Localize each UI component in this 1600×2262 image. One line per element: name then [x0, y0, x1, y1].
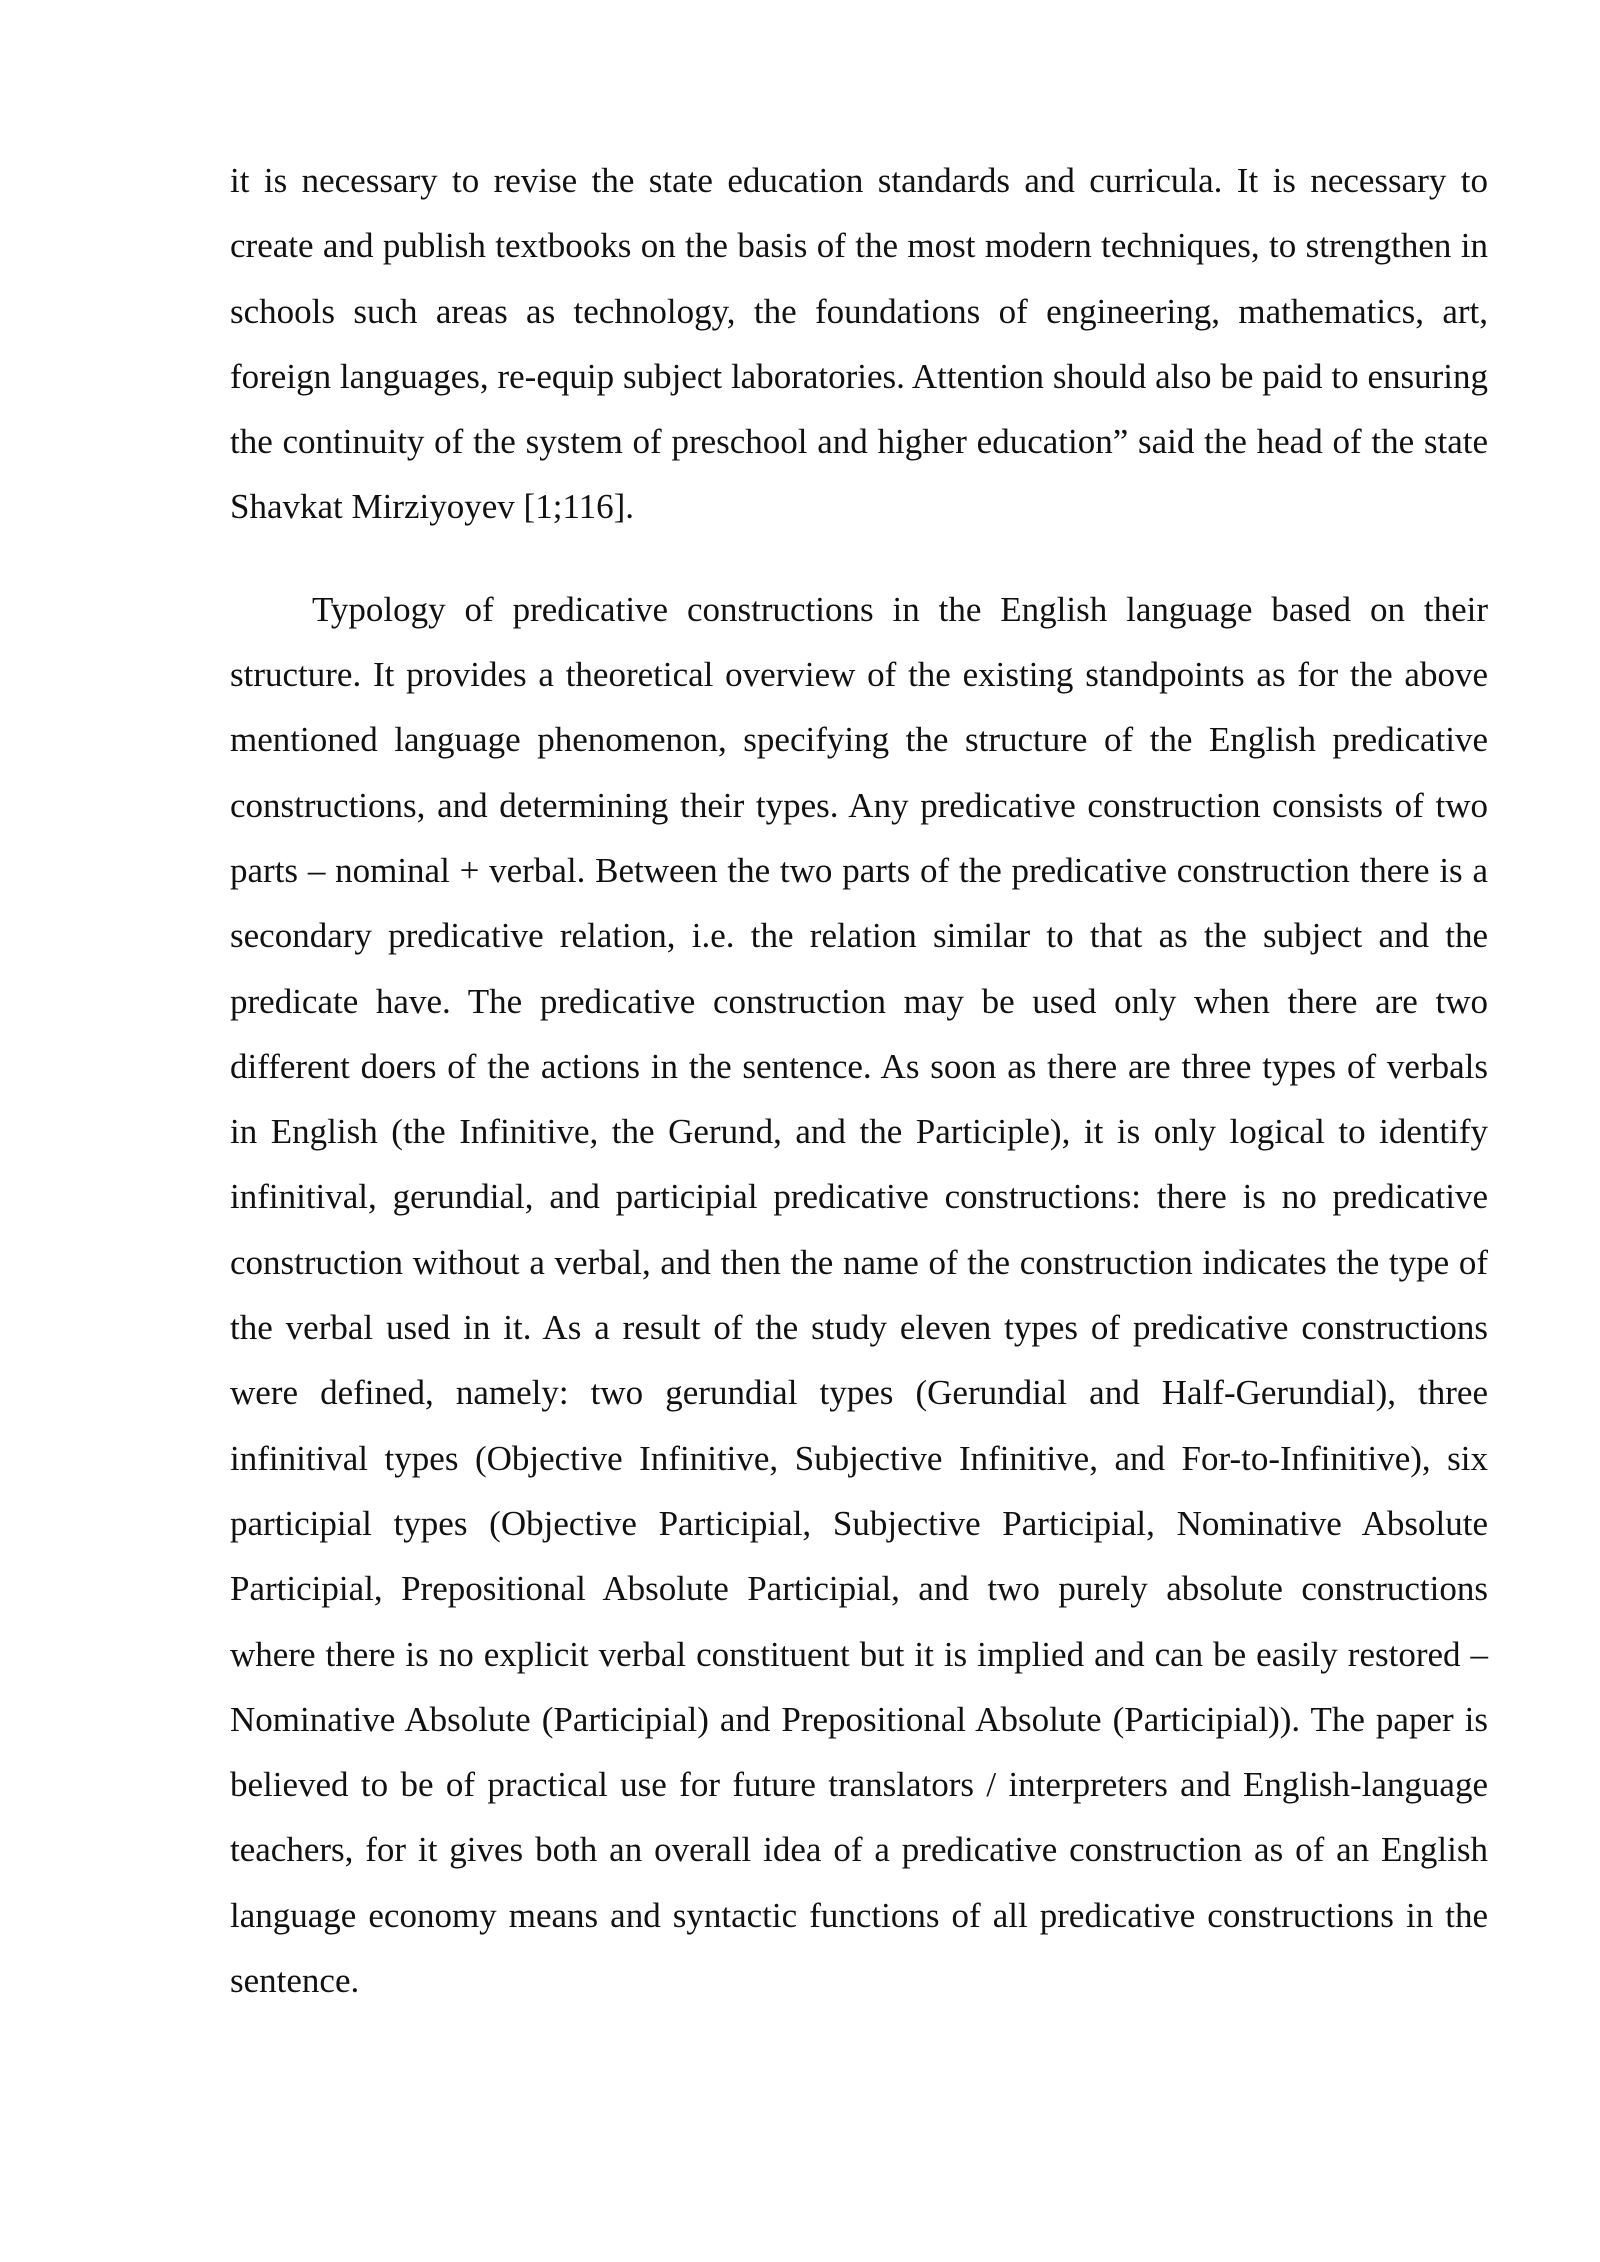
body-text: [230, 148, 1488, 2013]
paragraph-2: Typology of predicative constructions in the English language based on their structure. It provides a theoretical overview of the existing standpoints as for the above mentioned language phenomenon, specifying the structure of the English predicative constructions, and determining their types. Any predicative construction consists of two parts – nominal + verbal. Between the two parts of the predicative construction there is a secondary predicative relation, i.e. the relation similar to that as the subject and the predicate have. The predicative construction may be used only when there are two different doers of the actions in the sentence. As soon as there are three types of verbals in English (the Infinitive, the Gerund, and the Participle), it is only logical to identify infinitival, gerundial, and participial predicative constructions: there is no predicative construction without a verbal, and then the name of the construction indicates the type of the verbal used in it. As a result of the study eleven types of predicative constructions were defined, namely: two gerundial types (Gerundial and Half-Gerundial), three infinitival types (Objective Infinitive, Subjective Infinitive, and For-to-Infinitive), six participial types (Objective Participial, Subjective Participial, Nominative Absolute Participial, Prepositional Absolute Participial, and two purely absolute constructions where there is no explicit verbal constituent but it is implied and can be easily restored – Nominative Absolute (Participial) and Prepositional Absolute (Participial)). The paper is believed to be of practical use for future translators / interpreters and English-language teachers, for it gives both an overall idea of a predicative construction as of an English language economy means and syntactic functions of all predicative constructions in the sentence.: [230, 589, 1488, 2001]
paragraph-1: it is necessary to revise the state education standards and curricula. It is necessary to create and publish textbooks on the basis of the most modern techniques, to strengthen in schools such areas as technology, the foundations of engineering, mathematics, art, foreign languages, re-equip subject laboratories. Attention should also be paid to ensuring the continuity of the system of preschool and higher education” said the head of the state Shavkat Mirziyoyev [1;116].: [230, 161, 1488, 527]
